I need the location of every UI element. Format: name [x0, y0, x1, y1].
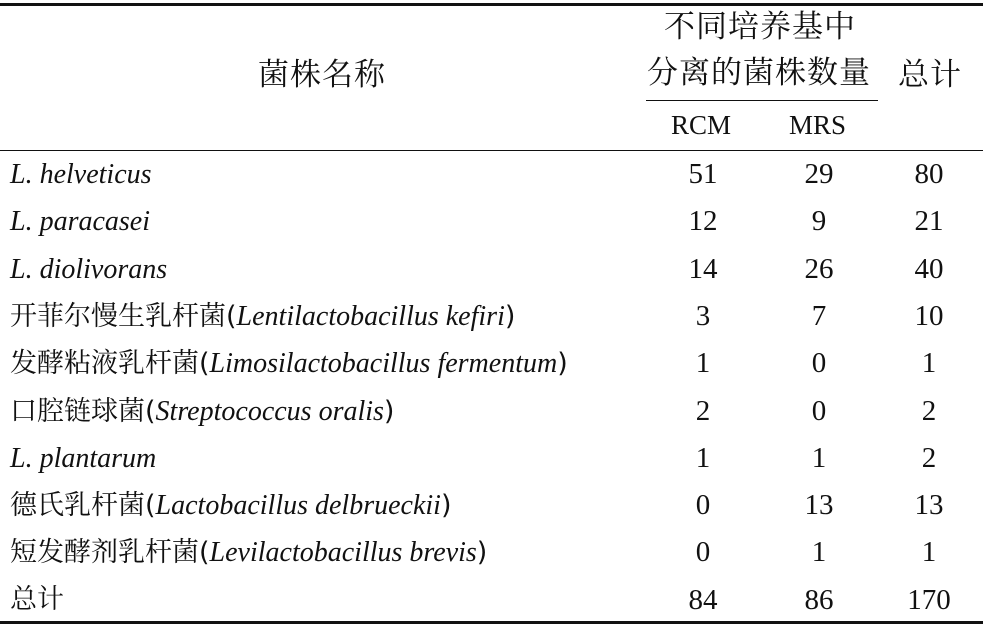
header-group-line2: 分离的菌株数量	[647, 55, 871, 91]
total-row-mrs: 86	[804, 584, 834, 616]
total-row-total: 170	[907, 584, 951, 616]
table-row-strain-name	[10, 491, 451, 520]
strain-latin-name: L. plantarum	[10, 443, 157, 474]
table-row-rcm: 0	[695, 536, 711, 568]
total-row-rcm: 84	[688, 584, 718, 616]
strain-latin-name: Levilactobacillus brevis	[209, 537, 477, 568]
header-total: 总计	[898, 57, 962, 93]
table-row-rcm: 1	[695, 442, 711, 474]
strain-close-paren: )	[476, 537, 488, 568]
strain-close-paren: )	[504, 301, 516, 332]
strain-latin-name: L. helveticus	[10, 159, 152, 190]
strain-cn-name: 德氏乳杆菌(	[10, 490, 156, 521]
table-row-strain-name	[10, 349, 568, 378]
table-row-rcm: 0	[695, 489, 711, 521]
strain-latin-name: L. paracasei	[10, 206, 150, 237]
table-row-strain-name	[10, 397, 394, 426]
table-row-total: 1	[921, 347, 937, 379]
strain-cn-name: 口腔链球菌(	[10, 396, 156, 427]
header-group-line1: 不同培养基中	[664, 9, 856, 45]
table-row-rcm: 1	[695, 347, 711, 379]
table-row-mrs: 0	[811, 395, 827, 427]
strain-latin-name: Lactobacillus delbrueckii	[155, 490, 441, 521]
table-row-mrs: 29	[804, 158, 834, 190]
strain-latin-name: L. diolivorans	[10, 254, 168, 285]
table-row-total: 1	[921, 536, 937, 568]
table-row-total: 10	[914, 300, 944, 332]
table-row-rcm: 3	[695, 300, 711, 332]
table-row-strain-name	[10, 302, 515, 331]
table-row-mrs: 1	[811, 536, 827, 568]
table-row-strain-name	[10, 538, 487, 567]
table-row-total: 21	[914, 205, 944, 237]
table-row-rcm: 12	[688, 205, 718, 237]
table-row-total: 40	[914, 253, 944, 285]
strain-latin-name: Lentilactobacillus kefiri	[236, 301, 505, 332]
strain-cn-name: 发酵粘液乳杆菌(	[10, 348, 210, 379]
strain-close-paren: )	[440, 490, 452, 521]
table-row-mrs: 1	[811, 442, 827, 474]
strain-close-paren: )	[383, 396, 395, 427]
table-row-mrs: 26	[804, 253, 834, 285]
strain-cn-name: 短发酵剂乳杆菌(	[10, 537, 210, 568]
table-row-mrs: 0	[811, 347, 827, 379]
strain-latin-name: Streptococcus oralis	[155, 396, 384, 427]
table-row-strain-name	[10, 444, 156, 473]
table-row-strain-name	[10, 255, 167, 284]
table-row-total: 13	[914, 489, 944, 521]
table-row-total: 2	[921, 395, 937, 427]
table-top-rule	[0, 3, 983, 6]
table-row-strain-name	[10, 160, 152, 189]
header-media-rcm: RCM	[671, 110, 732, 140]
table-row-total: 80	[914, 158, 944, 190]
table-bottom-rule	[0, 621, 983, 624]
table-row-rcm: 51	[688, 158, 718, 190]
header-media-mrs: MRS	[789, 110, 847, 140]
table-row-total: 2	[921, 442, 937, 474]
strain-latin-name: Limosilactobacillus fermentum	[209, 348, 558, 379]
table-row-mrs: 7	[811, 300, 827, 332]
strain-cn-name: 开菲尔慢生乳杆菌(	[10, 301, 237, 332]
header-strain-name: 菌株名称	[258, 57, 386, 93]
table-row-mrs: 9	[811, 205, 827, 237]
header-bottom-rule	[0, 150, 983, 151]
total-row-label: 总计	[10, 584, 64, 615]
table-row-rcm: 2	[695, 395, 711, 427]
table-row-rcm: 14	[688, 253, 718, 285]
table-row-mrs: 13	[804, 489, 834, 521]
strain-close-paren: )	[557, 348, 568, 379]
group-header-underline	[646, 100, 878, 101]
table-row-strain-name	[10, 207, 150, 236]
